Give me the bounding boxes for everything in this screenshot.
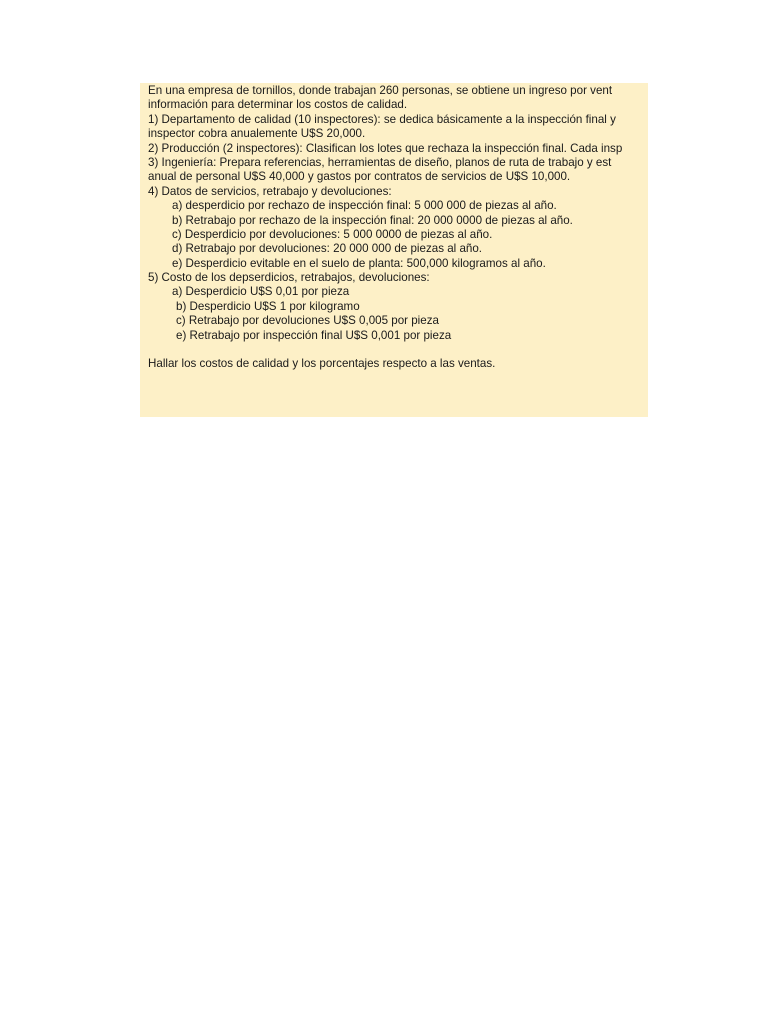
item5-subitem-b: b) Desperdicio U$S 1 por kilogramo — [176, 299, 360, 313]
blank-line — [148, 343, 648, 357]
item4-subitem-e: e) Desperdicio evitable en el suelo de planta: 500,000 kilogramos al año. — [172, 256, 546, 270]
item1-line-2: inspector cobra anualemente U$S 20,000. — [148, 127, 366, 141]
item5-subitem-a: a) Desperdicio U$S 0,01 por pieza — [172, 285, 350, 299]
problem-cell — [140, 83, 648, 417]
item4-subitem-a: a) desperdicio por rechazo de inspección final: 5 000 000 de piezas al año. — [172, 199, 557, 213]
item3-line-2: anual de personal U$S 40,000 y gastos por contratos de servicios de U$S 10,000. — [148, 170, 571, 184]
item4-subitem-c: c) Desperdicio por devoluciones: 5 000 0000 de piezas al año. — [172, 227, 493, 241]
intro-line-1: En una empresa de tornillos, donde trabajan 260 personas, se obtiene un ingreso por vent — [148, 84, 613, 97]
item2-line: 2) Producción (2 inspectores): Clasifican los lotes que rechaza la inspección final. Cada insp — [148, 141, 623, 155]
intro-line-2: información para determinar los costos de calidad. — [148, 98, 408, 112]
question-line: Hallar los costos de calidad y los porcentajes respecto a las ventas. — [148, 357, 496, 371]
item4-subitem-d: d) Retrabajo por devoluciones: 20 000 000 de piezas al año. — [172, 242, 483, 256]
item1-line-1: 1) Departamento de calidad (10 inspectores): se dedica básicamente a la inspección final y — [148, 112, 616, 126]
item4-heading: 4) Datos de servicios, retrabajo y devoluciones: — [148, 184, 392, 198]
item5-subitem-e: e) Retrabajo por inspección final U$S 0,001 por pieza — [176, 328, 452, 342]
item3-line-1: 3) Ingeniería: Prepara referencias, herramientas de diseño, planos de ruta de trabajo y est — [148, 155, 612, 169]
item5-subitem-c: c) Retrabajo por devoluciones U$S 0,005 por pieza — [176, 314, 439, 328]
item4-subitem-b: b) Retrabajo por rechazo de la inspección final: 20 000 0000 de piezas al año. — [172, 213, 573, 227]
item5-heading: 5) Costo de los depserdicios, retrabajos, devoluciones: — [148, 271, 430, 285]
problem-text — [148, 84, 648, 372]
